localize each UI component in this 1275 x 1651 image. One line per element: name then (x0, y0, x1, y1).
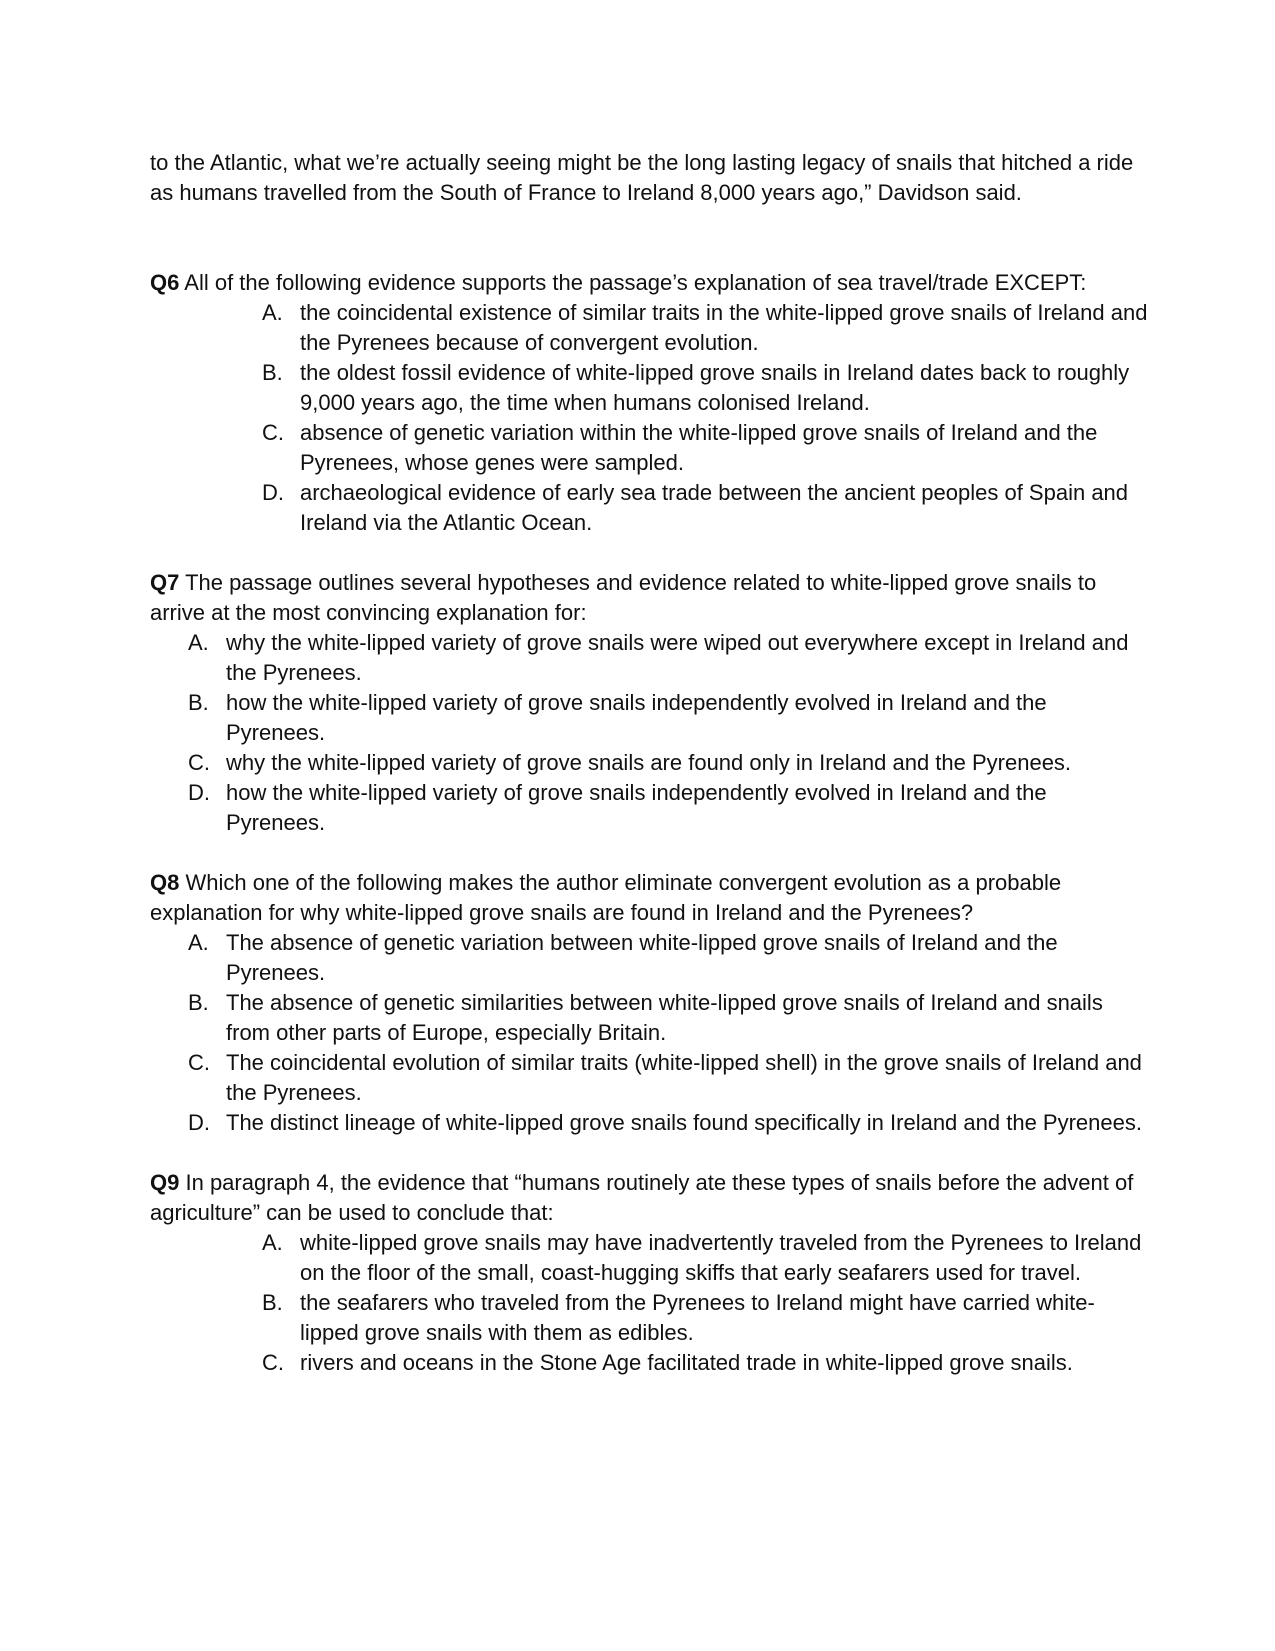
option-letter: A. (188, 930, 209, 955)
option-letter: B. (188, 690, 209, 715)
answer-option[interactable] (262, 1288, 1150, 1348)
option-letter: A. (262, 1230, 283, 1255)
option-letter: D. (188, 780, 210, 805)
answer-option[interactable] (262, 1348, 1150, 1378)
option-letter: C. (262, 420, 284, 445)
spacer (150, 838, 1150, 868)
option-letter: A. (188, 630, 209, 655)
answer-option[interactable] (262, 358, 1150, 418)
option-text: the seafarers who traveled from the Pyrenees to Ireland might have carried white-lipped grove snails with them as edibles. (300, 1290, 1095, 1345)
document-page (150, 148, 1150, 1378)
question-text: In paragraph 4, the evidence that “humans routinely ate these types of snails before the advent of agriculture” can be used to conclude that: (150, 1170, 1134, 1225)
answer-option[interactable] (262, 1228, 1150, 1288)
option-text: how the white-lipped variety of grove snails independently evolved in Ireland and the Pyrenees. (226, 780, 1047, 835)
option-text: why the white-lipped variety of grove snails are found only in Ireland and the Pyrenees. (226, 750, 1072, 775)
option-text: why the white-lipped variety of grove snails were wiped out everywhere except in Ireland and the Pyrenees. (226, 630, 1129, 685)
answer-option[interactable] (188, 928, 1150, 988)
answer-option[interactable] (188, 748, 1150, 778)
question-q9 (150, 1168, 1150, 1378)
question-q6 (150, 268, 1150, 538)
option-letter: B. (262, 1290, 283, 1315)
question-text: All of the following evidence supports the passage’s explanation of sea travel/trade EXCEPT: (184, 270, 1087, 295)
option-text: The absence of genetic similarities between white-lipped grove snails of Ireland and snails from other parts of Europe, especially Britain. (226, 990, 1103, 1045)
option-text: rivers and oceans in the Stone Age facilitated trade in white-lipped grove snails. (300, 1350, 1073, 1375)
question-number: Q9 (150, 1170, 180, 1195)
question-number: Q8 (150, 870, 180, 895)
option-text: the oldest fossil evidence of white-lipped grove snails in Ireland dates back to roughly 9,000 years ago, the time when humans colonised Ireland. (300, 360, 1130, 415)
question-number: Q6 (150, 270, 180, 295)
answer-option[interactable] (188, 1108, 1150, 1138)
answer-option[interactable] (262, 478, 1150, 538)
option-letter: B. (188, 990, 209, 1015)
question-number: Q7 (150, 570, 180, 595)
option-text: The coincidental evolution of similar traits (white-lipped shell) in the grove snails of Ireland and the Pyrenees. (226, 1050, 1142, 1105)
option-letter: C. (188, 1050, 210, 1075)
question-q8 (150, 868, 1150, 1138)
option-text: the coincidental existence of similar traits in the white-lipped grove snails of Ireland and the Pyrenees because of convergent evolution. (300, 300, 1148, 355)
question-q7 (150, 568, 1150, 838)
answer-option[interactable] (262, 418, 1150, 478)
option-text: how the white-lipped variety of grove snails independently evolved in Ireland and the Pyrenees. (226, 690, 1047, 745)
answer-option[interactable] (188, 988, 1150, 1048)
option-letter: D. (262, 480, 284, 505)
answer-option[interactable] (188, 1048, 1150, 1108)
spacer (150, 208, 1150, 268)
answer-option[interactable] (262, 298, 1150, 358)
option-text: The distinct lineage of white-lipped grove snails found specifically in Ireland and the Pyrenees. (226, 1110, 1142, 1135)
spacer (150, 1138, 1150, 1168)
question-stem (150, 1168, 1150, 1228)
answer-options (150, 628, 1150, 838)
option-letter: D. (188, 1110, 210, 1135)
answer-options (150, 298, 1150, 538)
option-letter: C. (262, 1350, 284, 1375)
option-letter: A. (262, 300, 283, 325)
option-text: absence of genetic variation within the white-lipped grove snails of Ireland and the Pyrenees, whose genes were sampled. (300, 420, 1098, 475)
option-text: archaeological evidence of early sea trade between the ancient peoples of Spain and Ireland via the Atlantic Ocean. (300, 480, 1129, 535)
question-stem (150, 268, 1150, 298)
option-letter: B. (262, 360, 283, 385)
option-text: The absence of genetic variation between white-lipped grove snails of Ireland and the Pyrenees. (226, 930, 1058, 985)
answer-options (150, 1228, 1150, 1378)
answer-options (150, 928, 1150, 1138)
intro-paragraph: to the Atlantic, what we’re actually seeing might be the long lasting legacy of snails that hitched a ride as humans travelled from the South of France to Ireland 8,000 years ago,” Davidson said. (150, 150, 1134, 205)
option-text: white-lipped grove snails may have inadvertently traveled from the Pyrenees to Ireland on the floor of the small, coast-hugging skiffs that early seafarers used for travel. (300, 1230, 1142, 1285)
option-letter: C. (188, 750, 210, 775)
spacer (150, 538, 1150, 568)
question-stem (150, 568, 1150, 628)
question-text: Which one of the following makes the author eliminate convergent evolution as a probable explanation for why white-lipped grove snails are found in Ireland and the Pyrenees? (150, 870, 1062, 925)
question-stem (150, 868, 1150, 928)
answer-option[interactable] (188, 778, 1150, 838)
answer-option[interactable] (188, 628, 1150, 688)
answer-option[interactable] (188, 688, 1150, 748)
question-text: The passage outlines several hypotheses and evidence related to white-lipped grove snails to arrive at the most convincing explanation for: (150, 570, 1097, 625)
